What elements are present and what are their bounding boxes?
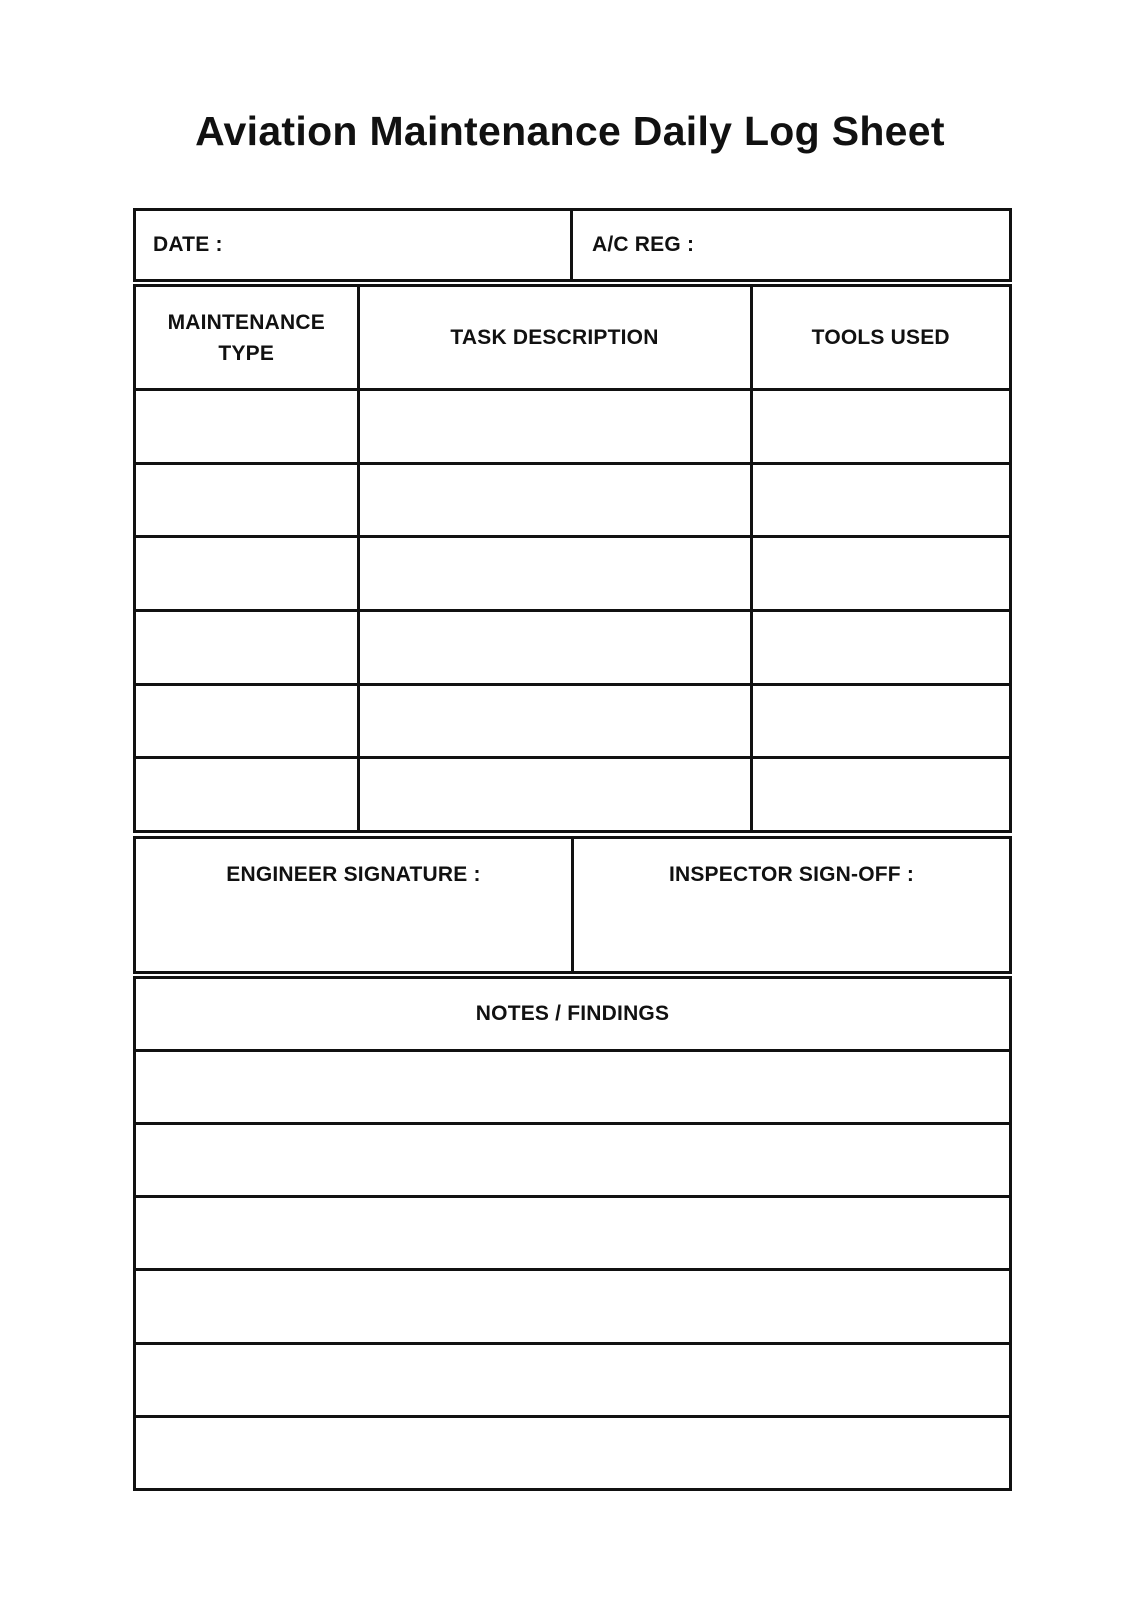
notes-line-field[interactable]	[136, 1124, 1009, 1197]
table-row	[136, 537, 1009, 611]
inspector-signoff-field[interactable]	[571, 839, 1009, 971]
signature-section	[133, 836, 1012, 974]
notes-line-field[interactable]	[136, 1270, 1009, 1343]
column-header-maintenance-type	[136, 287, 358, 390]
notes-line	[136, 1343, 1009, 1416]
notes-line	[136, 1416, 1009, 1488]
date-label: DATE :	[153, 233, 223, 256]
notes-line-field[interactable]	[136, 1051, 1009, 1124]
aircraft-registration-field[interactable]	[570, 211, 1009, 279]
maintenance-task-table	[133, 284, 1012, 833]
notes-line	[136, 1124, 1009, 1197]
maintenance-type-cell[interactable]	[136, 390, 358, 464]
tools-used-cell[interactable]	[751, 684, 1009, 758]
maintenance-type-cell[interactable]	[136, 758, 358, 830]
aircraft-registration-label: A/C REG :	[592, 233, 695, 256]
notes-header-row	[136, 979, 1009, 1051]
task-description-cell[interactable]	[358, 684, 751, 758]
notes-line	[136, 1270, 1009, 1343]
task-description-cell[interactable]	[358, 610, 751, 684]
notes-line	[136, 1197, 1009, 1270]
maintenance-type-header-line2: TYPE	[218, 341, 275, 365]
table-row	[136, 684, 1009, 758]
header-fields	[133, 208, 1012, 282]
task-description-cell[interactable]	[358, 758, 751, 830]
maintenance-type-cell[interactable]	[136, 463, 358, 537]
column-header-task-description: TASK DESCRIPTION	[358, 287, 751, 390]
notes-line-field[interactable]	[136, 1197, 1009, 1270]
tools-used-cell[interactable]	[751, 610, 1009, 684]
table-header-row	[136, 287, 1009, 390]
date-field[interactable]	[136, 211, 570, 279]
notes-line-field[interactable]	[136, 1343, 1009, 1416]
maintenance-type-cell[interactable]	[136, 684, 358, 758]
tools-used-cell[interactable]	[751, 463, 1009, 537]
task-description-cell[interactable]	[358, 463, 751, 537]
notes-findings-section	[133, 976, 1012, 1491]
maintenance-type-header-line1: MAINTENANCE	[167, 310, 325, 334]
tools-used-cell[interactable]	[751, 758, 1009, 830]
notes-findings-header: NOTES / FINDINGS	[136, 979, 1009, 1051]
table-row	[136, 390, 1009, 464]
task-description-cell[interactable]	[358, 537, 751, 611]
inspector-signoff-label: INSPECTOR SIGN-OFF :	[668, 863, 915, 886]
tools-used-cell[interactable]	[751, 390, 1009, 464]
tools-used-cell[interactable]	[751, 537, 1009, 611]
engineer-signature-label: ENGINEER SIGNATURE :	[226, 863, 481, 886]
maintenance-type-cell[interactable]	[136, 537, 358, 611]
table-row	[136, 610, 1009, 684]
maintenance-type-cell[interactable]	[136, 610, 358, 684]
notes-line	[136, 1051, 1009, 1124]
column-header-tools-used: TOOLS USED	[751, 287, 1009, 390]
table-row	[136, 463, 1009, 537]
task-description-cell[interactable]	[358, 390, 751, 464]
engineer-signature-field[interactable]	[136, 839, 571, 971]
page-title: Aviation Maintenance Daily Log Sheet	[195, 108, 945, 154]
table-row	[136, 758, 1009, 830]
notes-line-field[interactable]	[136, 1416, 1009, 1488]
